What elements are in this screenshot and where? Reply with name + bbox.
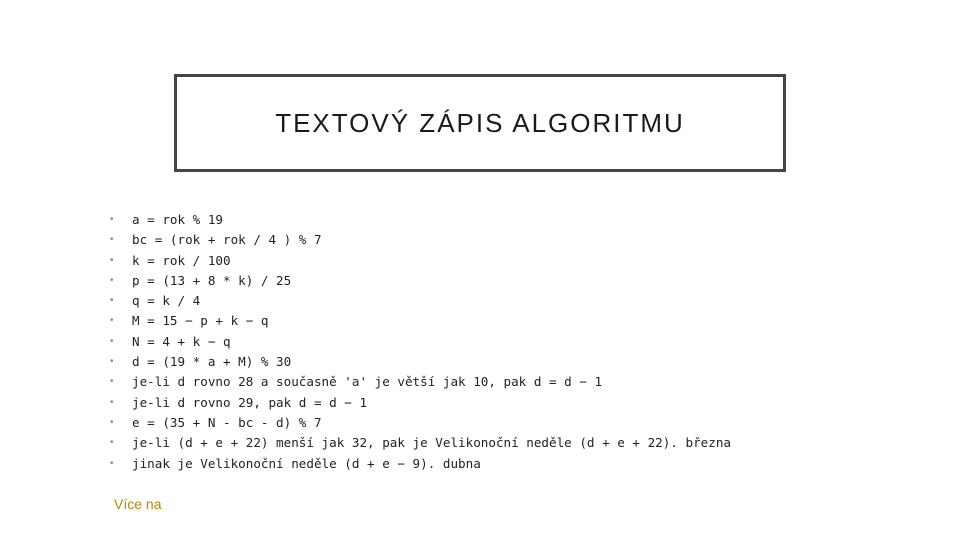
more-info-link[interactable]: Více na	[114, 496, 162, 512]
list-item	[110, 454, 731, 474]
algorithm-lines	[110, 210, 731, 474]
list-item	[110, 352, 731, 372]
list-item	[110, 311, 731, 331]
list-item	[110, 210, 731, 230]
bullet-icon: •	[110, 234, 114, 246]
list-item	[110, 251, 731, 271]
bullet-icon: •	[110, 437, 114, 449]
bullet-icon: •	[110, 396, 114, 408]
algorithm-line: je-li d rovno 29, pak d = d − 1	[132, 394, 368, 410]
algorithm-line: d = (19 * a + M) % 30	[132, 354, 292, 370]
bullet-icon: •	[110, 274, 114, 286]
algorithm-line: k = rok / 100	[132, 252, 231, 268]
bullet-icon: •	[110, 376, 114, 388]
bullet-icon: •	[110, 457, 114, 469]
list-item	[110, 433, 731, 453]
list-item	[110, 291, 731, 311]
bullet-icon: •	[110, 335, 114, 347]
algorithm-line: N = 4 + k − q	[132, 333, 231, 349]
bullet-icon: •	[110, 295, 114, 307]
slide-title: TEXTOVÝ ZÁPIS ALGORITMU	[275, 107, 685, 138]
list-item	[110, 230, 731, 250]
list-item	[110, 393, 731, 413]
algorithm-line: M = 15 − p + k − q	[132, 313, 269, 329]
bullet-icon: •	[110, 214, 114, 225]
algorithm-line: p = (13 + 8 * k) / 25	[132, 272, 292, 288]
bullet-icon: •	[110, 356, 114, 368]
algorithm-line: q = k / 4	[132, 293, 201, 309]
algorithm-line: bc = (rok + rok / 4 ) % 7	[132, 232, 322, 248]
bullet-icon: •	[110, 254, 114, 266]
algorithm-line: a = rok % 19	[132, 212, 223, 227]
list-item	[110, 332, 731, 352]
bullet-icon: •	[110, 315, 114, 327]
algorithm-line: jinak je Velikonoční neděle (d + e − 9). dubna	[132, 455, 481, 471]
algorithm-line: e = (35 + N - bc - d) % 7	[132, 414, 322, 430]
list-item	[110, 372, 731, 392]
bullet-icon: •	[110, 416, 114, 428]
algorithm-line: je-li (d + e + 22) menší jak 32, pak je Velikonoční neděle (d + e + 22). března	[132, 435, 731, 451]
list-item	[110, 413, 731, 433]
list-item	[110, 271, 731, 291]
algorithm-line: je-li d rovno 28 a současně 'a' je větší jak 10, pak d = d − 1	[132, 374, 603, 390]
title-box	[174, 74, 786, 172]
